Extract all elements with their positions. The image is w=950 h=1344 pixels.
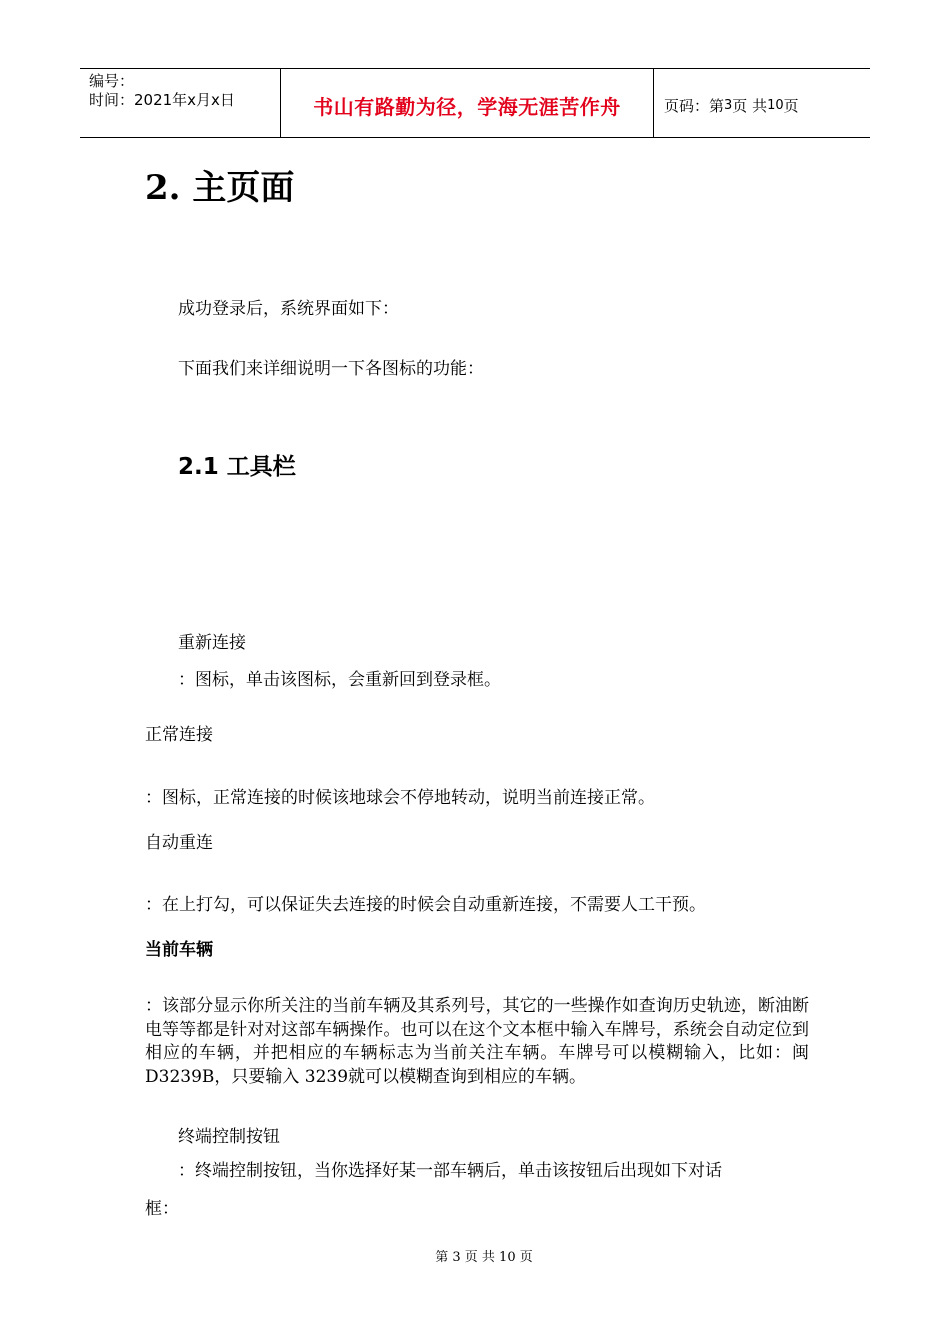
header-motto: 书山有路勤为径，学海无涯苦作舟 (313, 94, 621, 119)
intro-text-2: 下面我们来详细说明一下各图标的功能： (178, 359, 484, 379)
intro-text-1: 成功登录后，系统界面如下： (178, 299, 399, 319)
header-time: 时间：2021年x月x日 (89, 91, 235, 109)
page-total: 10 (767, 97, 784, 113)
normal-desc: ：图标，正常连接的时候该地球会不停地转动，说明当前连接正常。 (145, 788, 655, 808)
current-desc: ：该部分显示你所关注的当前车辆及其系列号，其它的一些操作如查询历史轨迹，断油断电等等都是针对对这部车辆操作。也可以在这个文本框中输入车牌号，系统会自动定位到相应的车辆，并把相应的车辆标志为当前关注车辆。车牌号可以模糊输入，比如：闽D3239B，只要输入 3239就可以模糊查询到相应的车辆。 (145, 996, 809, 1087)
heading-toolbar: 2.1 工具栏 (178, 454, 296, 480)
terminal-desc-2: 框： (145, 1199, 179, 1219)
page-footer: 第 3 页 共 10 页 (435, 1250, 533, 1265)
page-current: 3 (724, 97, 733, 113)
normal-title: 正常连接 (145, 725, 213, 745)
reconnect-desc: ：图标，单击该图标，会重新回到登录框。 (178, 670, 501, 690)
header-motto-cell (281, 69, 654, 137)
terminal-desc-1: ：终端控制按钮，当你选择好某一部车辆后，单击该按钮后出现如下对话 (178, 1161, 722, 1181)
header-meta (80, 69, 281, 137)
auto-desc: ：在上打勾，可以保证失去连接的时候会自动重新连接，不需要人工干预。 (145, 895, 706, 915)
page-prefix: 页码：第 (664, 96, 725, 115)
page-mid: 页 共 (732, 96, 768, 115)
auto-title: 自动重连 (145, 833, 213, 853)
page-suffix: 页 (783, 96, 799, 115)
heading-main: 2. 主页面 (145, 168, 295, 208)
header-number: 编号： (89, 72, 135, 90)
header-page-info (654, 71, 870, 139)
page-header (80, 68, 870, 138)
current-title: 当前车辆 (145, 940, 213, 960)
reconnect-title: 重新连接 (178, 633, 246, 653)
terminal-title: 终端控制按钮 (178, 1127, 280, 1147)
